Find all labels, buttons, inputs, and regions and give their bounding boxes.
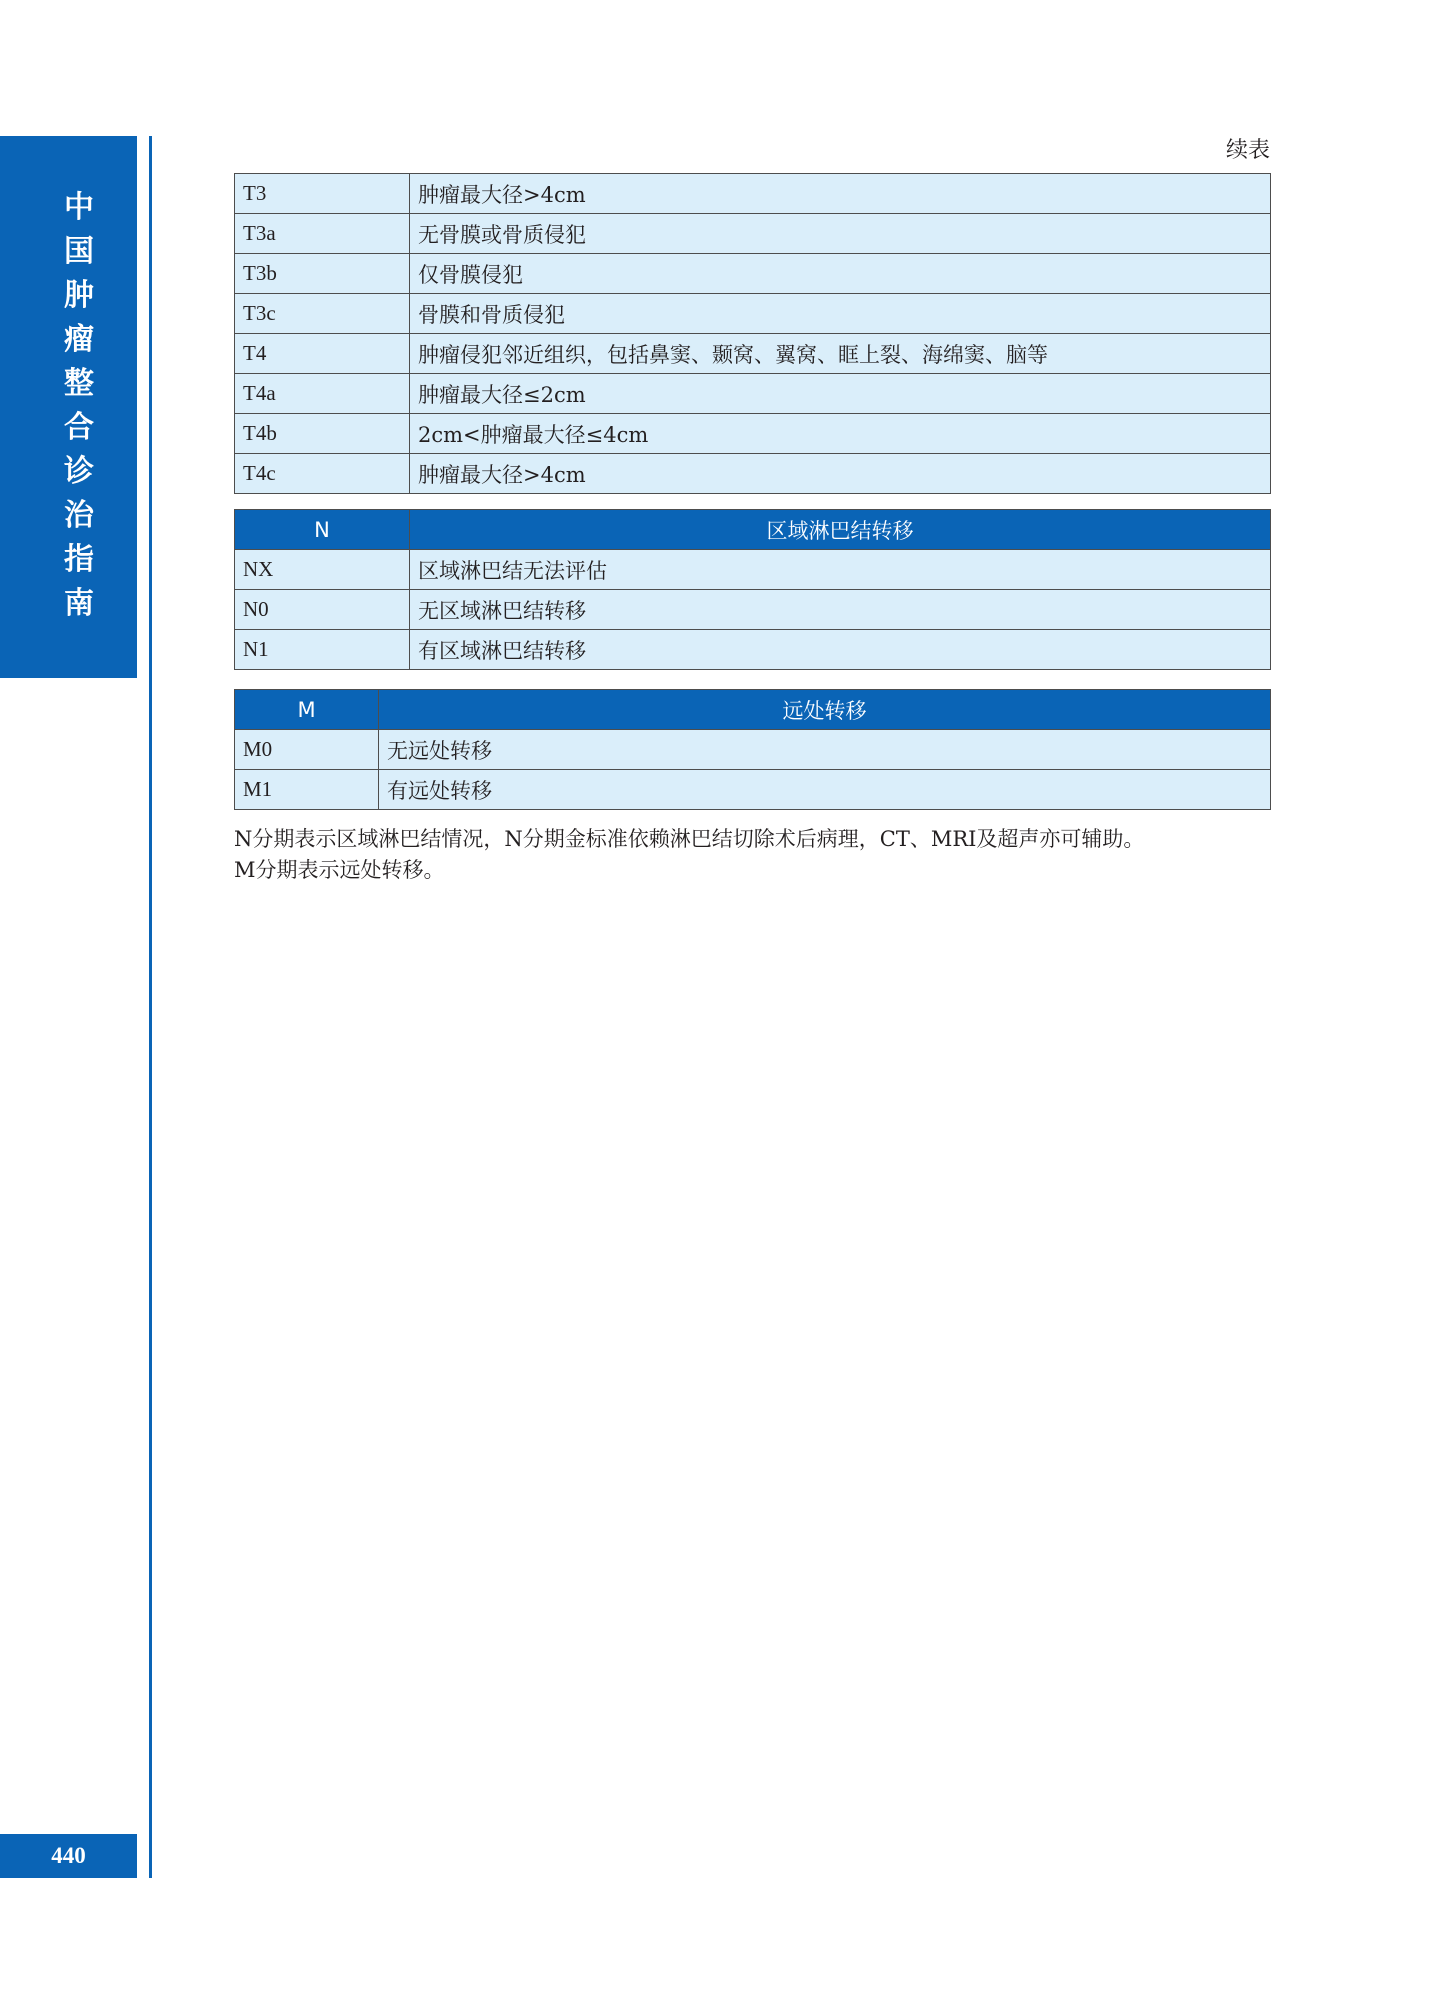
stage-code: M1	[235, 770, 379, 810]
stage-description: 有区域淋巴结转移	[410, 630, 1271, 670]
stage-code: T3	[235, 174, 410, 214]
stage-description: 区域淋巴结无法评估	[410, 550, 1271, 590]
stage-code: N1	[235, 630, 410, 670]
stage-code: T3c	[235, 294, 410, 334]
stage-code: T4c	[235, 454, 410, 494]
table-row	[235, 730, 1271, 770]
note-line: N分期表示区域淋巴结情况，N分期金标准依赖淋巴结切除术后病理，CT、MRI及超声亦可辅助。	[234, 827, 1145, 851]
column-header-description: 远处转移	[379, 690, 1271, 730]
stage-description: 肿瘤侵犯邻近组织，包括鼻窦、颞窝、翼窝、眶上裂、海绵窦、脑等	[410, 334, 1271, 374]
table-row	[235, 770, 1271, 810]
column-header-code: M	[235, 690, 379, 730]
stage-code: T4a	[235, 374, 410, 414]
stage-code: N0	[235, 590, 410, 630]
table-row	[235, 214, 1271, 254]
table-row	[235, 630, 1271, 670]
stage-code: M0	[235, 730, 379, 770]
book-title-char: 瘤	[64, 322, 94, 357]
table-row	[235, 550, 1271, 590]
table-row	[235, 414, 1271, 454]
stage-description: 骨膜和骨质侵犯	[410, 294, 1271, 334]
table-row	[235, 174, 1271, 214]
table-row	[235, 334, 1271, 374]
stage-code: T4	[235, 334, 410, 374]
book-title-char: 合	[64, 410, 94, 445]
t-stage-table	[234, 173, 1271, 494]
staging-notes	[234, 824, 1274, 886]
stage-code: NX	[235, 550, 410, 590]
book-title-char: 指	[64, 542, 94, 577]
table-row	[235, 454, 1271, 494]
book-title-vertical	[0, 186, 158, 626]
book-title-char: 南	[64, 586, 94, 621]
book-title-char: 诊	[64, 454, 94, 489]
stage-description: 无骨膜或骨质侵犯	[410, 214, 1271, 254]
table-row	[235, 374, 1271, 414]
stage-description: 肿瘤最大径≤2cm	[410, 374, 1271, 414]
book-title-char: 中	[64, 190, 94, 225]
table-row	[235, 294, 1271, 334]
stage-description: 有远处转移	[379, 770, 1271, 810]
table-header-row	[235, 510, 1271, 550]
stage-code: T4b	[235, 414, 410, 454]
continued-label: 续表	[1225, 138, 1270, 163]
m-stage-table	[234, 689, 1271, 810]
stage-code: T3a	[235, 214, 410, 254]
stage-description: 无远处转移	[379, 730, 1271, 770]
table-row	[235, 254, 1271, 294]
page-number-box	[0, 1834, 137, 1878]
column-header-code: N	[235, 510, 410, 550]
stage-description: 肿瘤最大径>4cm	[410, 174, 1271, 214]
stage-code: T3b	[235, 254, 410, 294]
n-stage-table	[234, 509, 1271, 670]
table-row	[235, 590, 1271, 630]
column-header-description: 区域淋巴结转移	[410, 510, 1271, 550]
stage-description: 2cm<肿瘤最大径≤4cm	[410, 414, 1271, 454]
table-header-row	[235, 690, 1271, 730]
book-title-char: 肿	[64, 278, 94, 313]
book-title-char: 治	[64, 498, 94, 533]
book-title-char: 整	[64, 366, 94, 401]
book-title-char: 国	[64, 234, 94, 269]
page-number: 440	[51, 1843, 86, 1868]
side-rule	[149, 136, 152, 1878]
stage-description: 仅骨膜侵犯	[410, 254, 1271, 294]
stage-description: 无区域淋巴结转移	[410, 590, 1271, 630]
note-line: M分期表示远处转移。	[234, 858, 445, 882]
stage-description: 肿瘤最大径>4cm	[410, 454, 1271, 494]
